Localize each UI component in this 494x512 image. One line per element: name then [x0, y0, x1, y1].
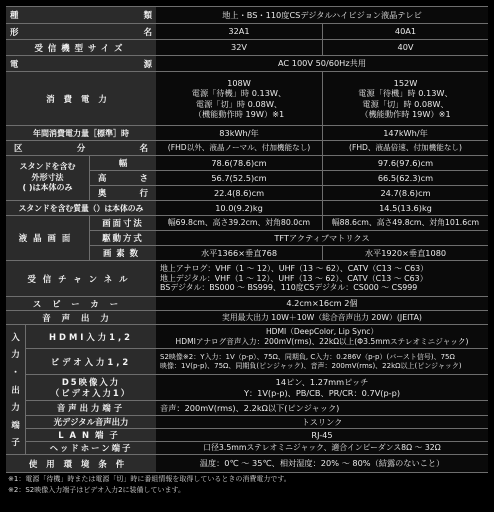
label-audio-out: 音声出力端子 [26, 401, 156, 415]
value-speaker: 4.2cm×16cm 2個 [286, 298, 358, 309]
label-screen-size: 画面寸法 [90, 216, 156, 230]
table-bottom-border [6, 472, 488, 473]
value-optical: トスリンク [301, 416, 343, 427]
label-hdmi: HDMI入力1,2 [26, 325, 156, 348]
value-annual-b: 147kWh/年 [322, 126, 488, 140]
row-kind [6, 6, 488, 23]
value-pixels-b: 水平1920×垂直1080 [322, 246, 488, 260]
row-height [90, 170, 488, 185]
row-video-in [26, 348, 488, 374]
value-channels: 地上アナログ：VHF（1 〜 12）、UHF（13 〜 62）、CATV（C13 〜 C63） 地上デジタル：VHF（1 〜 12）、UHF（13 〜 62）、CATV（C13 〜 C63） BSデジタル：BS000 〜 BS999、110度CSデジタル：CS000 〜 CS999 [160, 263, 429, 293]
row-depth [90, 185, 488, 200]
value-pixels-a: 水平1366×垂直768 [200, 247, 278, 258]
label-size: 受信機型サイズ [6, 40, 156, 55]
row-pixels [90, 245, 488, 260]
label-headphone: ヘッドホーン端子 [26, 442, 156, 454]
row-speaker [6, 296, 488, 310]
footnote-2: ※2：S2映像入力端子はビデオ入力2に装備しています。 [8, 485, 185, 494]
value-hdmi: HDMI（DeepColor, Lip Sync） HDMIアナログ音声入力：200mV(rms)、22kΩ以上(Φ3.5mmステレオミニジャック) [175, 327, 469, 346]
value-headphone: 口径3.5mmステレオミニジャック、適合インピーダンス8Ω 〜 32Ω [203, 443, 441, 453]
value-size-a: 32V [230, 42, 248, 53]
value-height-a: 56.7(52.5)cm [211, 172, 267, 183]
value-power: AC 100V 50/60Hz共用 [277, 58, 367, 69]
value-mass-a: 10.0(9.2)kg [215, 202, 263, 213]
value-size-b: 40V [322, 40, 488, 55]
value-height-b: 66.5(62.3)cm [322, 171, 488, 185]
value-d5: 14ピン、1.27mmピッチ Y：1V(p-p)、PB/CB、PR/CR：0.7V(p-p) [243, 377, 401, 398]
label-model: 形 名 [6, 24, 156, 39]
row-mass [6, 200, 488, 215]
label-speaker: スピーカー [6, 297, 156, 310]
row-channels [6, 260, 488, 296]
label-consumption: 消費電力 [6, 72, 156, 125]
group-screen: 液晶画面 [6, 215, 90, 260]
row-headphone [26, 441, 488, 454]
value-depth-a: 22.4(8.6)cm [213, 187, 265, 198]
value-kind: 地上・BS・110度CSデジタルハイビジョン液晶テレビ [222, 9, 422, 20]
value-width-b: 97.6(97.6)cm [322, 156, 488, 170]
label-environment: 使用環境条件 [6, 455, 156, 472]
row-lan [26, 428, 488, 441]
label-d5: D5映像入力 （ビデオ入力1） [26, 375, 156, 400]
row-power [6, 55, 488, 71]
row-audio-out [26, 400, 488, 415]
group-io: 入 力 ・ 出 力 端 子 [6, 324, 26, 454]
value-class-a: (FHD以外、液晶ノーマル、付加機能なし) [167, 143, 311, 153]
row-drive [90, 230, 488, 245]
value-lan: RJ-45 [311, 429, 333, 440]
label-audio: 音声出力 [6, 311, 156, 324]
label-mass: スタンドを含む質量（）は本体のみ [6, 201, 156, 215]
label-optical: 光デジタル音声出力 [26, 416, 156, 428]
row-screen-size [90, 215, 488, 230]
group-dimensions: スタンドを含む 外形寸法 ( )は本体のみ [6, 155, 90, 200]
label-height: 高 さ [90, 171, 156, 185]
value-screen-size-b: 幅88.6cm、高さ49.8cm、対角101.6cm [322, 216, 488, 230]
value-depth-b: 24.7(8.6)cm [322, 186, 488, 200]
row-hdmi [26, 324, 488, 348]
row-model [6, 23, 488, 39]
spec-table [6, 6, 488, 472]
value-audio-out: 音声：200mV(rms)、2.2kΩ以下(ピンジャック) [160, 402, 340, 413]
row-d5 [26, 374, 488, 400]
value-environment: 温度：0℃ 〜 35℃、相対湿度：20% 〜 80%（結露のないこと） [199, 458, 445, 469]
row-size [6, 39, 488, 55]
label-class: 区 分 名 [6, 141, 156, 155]
label-pixels: 画素数 [90, 246, 156, 260]
value-mass-b: 14.5(13.6)kg [322, 201, 488, 215]
label-annual: 年間消費電力量［標準］時 [6, 126, 156, 140]
value-width-a: 78.6(78.6)cm [211, 157, 267, 168]
row-width [90, 155, 488, 170]
footnote-1: ※1：電源「待機」時または電源「切」時に番組情報を取得しているときの消費電力です。 [8, 475, 291, 483]
footnotes [8, 474, 291, 495]
label-lan: LAN端子 [26, 429, 156, 441]
value-screen-size-a: 幅69.8cm、高さ39.2cm、対角80.0cm [167, 218, 311, 228]
value-consumption-a: 108W 電源「待機」時 0.13W、 電源「切」時 0.08W、 （機能動作時 19W）※1 [191, 78, 287, 119]
value-audio: 実用最大出力 10W＋10W（総合音声出力 20W）(JEITA) [222, 312, 422, 322]
row-annual [6, 125, 488, 140]
value-video-in: S2映像※2：Y入力：1V（p-p）、75Ω、同期負, C入力：0.286V（p-p）(バースト信号)、75Ω 映像：1V(p-p)、75Ω、同期負(ピンジャック)、音声：200mV(rms)、22kΩ以上(ピンジャック) [160, 352, 462, 370]
row-audio [6, 310, 488, 324]
label-kind: 種 類 [6, 7, 156, 23]
value-model-b: 40A1 [322, 24, 488, 39]
label-channels: 受信チャンネル [6, 261, 156, 296]
value-annual-a: 83kWh/年 [219, 127, 259, 138]
row-environment [6, 454, 488, 472]
value-drive: TFTアクティブマトリクス [274, 232, 370, 243]
row-optical [26, 415, 488, 428]
row-class [6, 140, 488, 155]
row-consumption [6, 71, 488, 125]
value-consumption-b: 152W 電源「待機」時 0.13W、 電源「切」時 0.08W、 （機能動作時 19W）※1 [322, 72, 488, 125]
label-width: 幅 [90, 156, 156, 170]
label-depth: 奥 行 [90, 186, 156, 200]
label-drive: 駆動方式 [90, 231, 156, 245]
label-video-in: ビデオ入力1,2 [26, 349, 156, 374]
value-class-b: (FHD、液晶倍速、付加機能なし) [322, 141, 488, 155]
label-power: 電 源 [6, 56, 156, 71]
value-model-a: 32A1 [228, 26, 250, 37]
